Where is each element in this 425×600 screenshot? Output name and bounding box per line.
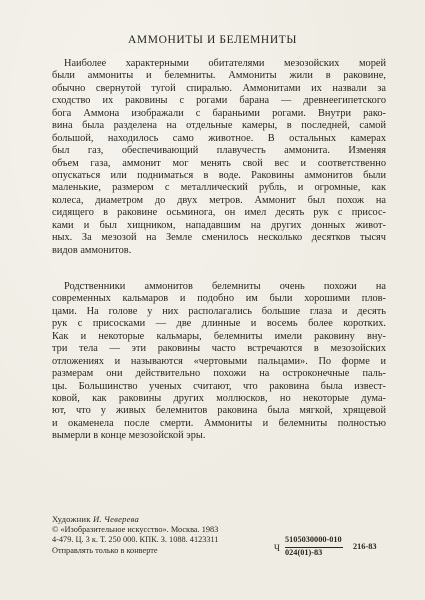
- code-price: 216-83: [353, 542, 377, 551]
- text-line: ных. За мезозой на Земле сменилось несколько десятков тысяч: [52, 232, 386, 244]
- text-line: объем газа, аммонит мог менять свой вес и соответственно: [52, 157, 386, 169]
- text-line: вина была разделена на отдельные камеры, в последней, самой: [52, 120, 386, 132]
- text-line: Наиболее характерными обитателями мезозойских морей: [64, 58, 386, 69]
- paragraph-ammonites: [52, 58, 386, 257]
- text-line: современных кальмаров и подобно им были хорошими плов-: [52, 293, 386, 305]
- text-line: рук с присосками — две длинные и восемь более коротких.: [52, 318, 386, 330]
- text-line: видов аммонитов.: [52, 244, 132, 256]
- print-info-line: 4-479. Ц. 3 к. Т. 250 000. КПК. З. 1088. 4123311: [52, 535, 219, 545]
- text-line: был газ, обеспечивающий плавучесть аммонита. Изменяя: [52, 145, 386, 157]
- text-line: ками и был хищником, нападавшим на других донных живот-: [52, 219, 386, 231]
- text-line: ют, что у живых белемнитов раковина была мягкой, хрящевой: [52, 405, 386, 417]
- text-line: Родственники аммонитов белемниты очень похожи на: [64, 281, 386, 292]
- text-line: сходство их раковины с рогами барана — древнеегипетского: [52, 95, 386, 107]
- text-line: Как и некоторые кальмары, белемниты имели раковину вну-: [52, 330, 386, 342]
- text-line: колеса, диаметром до двух метров. Аммонит был похож на: [52, 194, 386, 206]
- publisher-line: © «Изобразительное искусство». Москва. 1983: [52, 524, 219, 534]
- text-line: вымерли в конце мезозойской эры.: [52, 430, 206, 442]
- artist-credit: [52, 514, 272, 525]
- text-line: опускаться или подниматься в воде. Раковины аммонитов были: [52, 169, 386, 181]
- code-denominator: 024(01)-83: [285, 548, 323, 557]
- code-letter: Ч: [274, 543, 280, 553]
- text-line: сидящего в раковине осьминога, он имел десять рук с присос-: [52, 207, 386, 219]
- text-line: отложениях и называются «чертовыми пальцами». По форме и: [52, 355, 386, 367]
- text-line: были аммониты и белемниты. Аммониты жили в раковине,: [52, 70, 386, 82]
- imprint-block: [52, 514, 272, 556]
- text-line: ковой, как раковины других моллюсков, но некоторые дума-: [52, 392, 386, 404]
- catalog-code: [274, 535, 386, 563]
- text-line: три тела — эти раковины часто встречаются в мезозойских: [52, 343, 386, 355]
- text-line: цами. На голове у них располагались большие глаза и десять: [52, 305, 386, 317]
- text-line: бога Аммона изображали с бараньими рогами. Внутри рако-: [52, 107, 386, 119]
- artist-label: Художник: [52, 514, 91, 524]
- text-line: цы. Большинство ученых считают, что раковина была извест-: [52, 380, 386, 392]
- mailing-note: Отправлять только в конверте: [52, 545, 158, 555]
- paragraph-belemnites: [52, 281, 386, 443]
- text-line: размерам они действительно похожи на остроконечные паль-: [52, 368, 386, 380]
- text-line: большой, находилось само животное. В остальных камерах: [52, 132, 386, 144]
- artist-name: И. Чеверева: [92, 514, 139, 524]
- text-line: и окаменела после смерти. Аммониты и белемниты полностью: [52, 417, 386, 429]
- page-title: АММОНИТЫ И БЕЛЕМНИТЫ: [128, 34, 297, 46]
- code-numerator: 5105030000-010: [285, 535, 342, 544]
- text-line: маленькие, размером с металлический рубль, и огромные, как: [52, 182, 386, 194]
- text-line: обычно свернутой тугой спиралью. Аммонитами их назвали за: [52, 82, 386, 94]
